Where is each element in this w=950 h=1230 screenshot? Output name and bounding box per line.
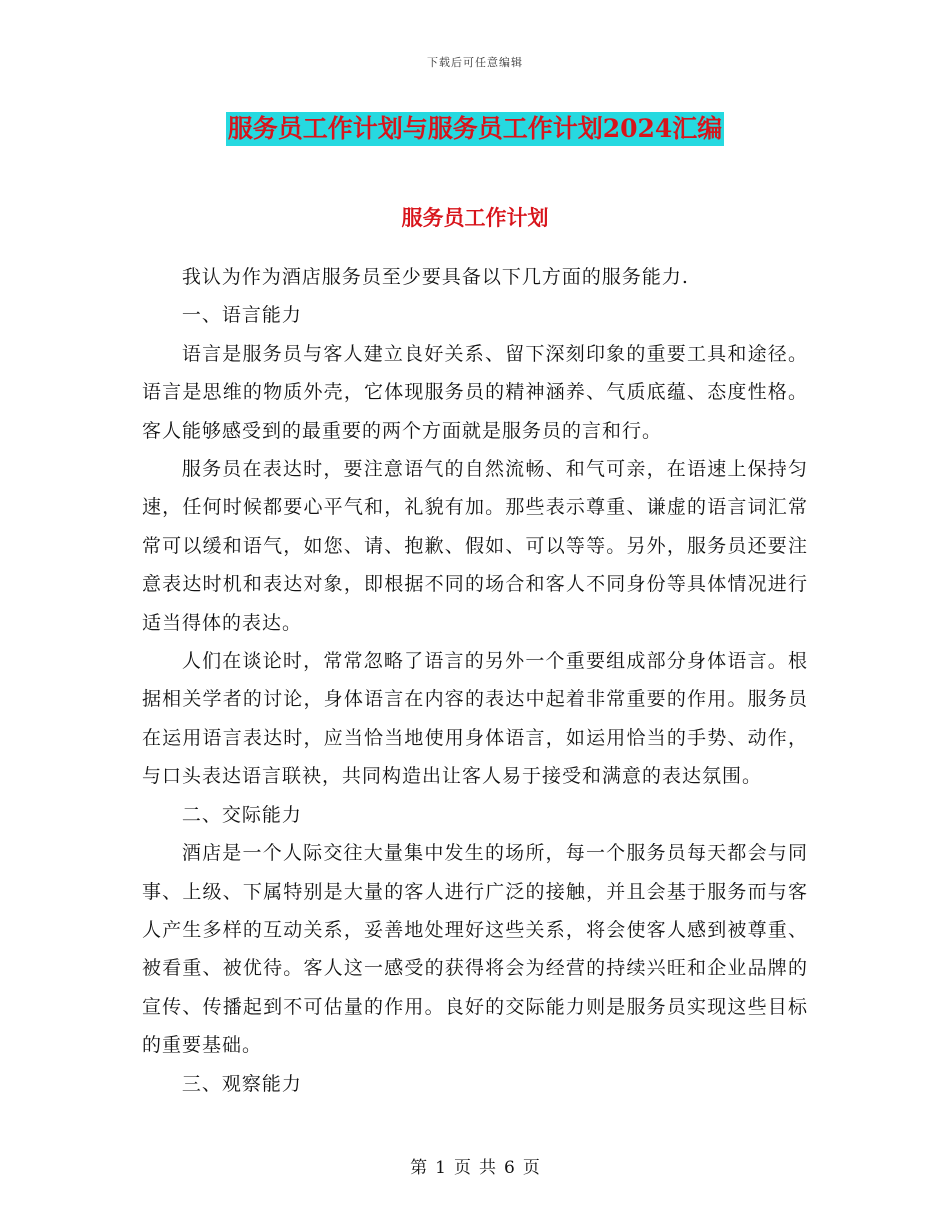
heading-social-ability: 二、交际能力 [181,803,302,826]
footer-current-page: 1 [435,1158,446,1178]
document-title-text: 服务员工作计划与服务员工作计划2024汇编 [226,112,725,146]
document-title [0,112,950,146]
paragraph: 酒店是一个人际交往大量集中发生的场所，每一个服务员每天都会与同事、上级、下属特别是大量的客人进行广泛的接触，并且会基于服务而与客人产生多样的互动关系，妥善地处理好这些关系，将会使客人感到被尊重、被看重、被优待。客人这一感受的获得将会为经营的持续兴旺和企业品牌的宣传、传播起到不可估量的作用。良好的交际能力则是服务员实现这些目标的重要基础。 [142,842,808,1057]
document-body [142,220,808,1103]
footer-page-unit: 页 [454,1158,471,1178]
footer-total-label: 共 [479,1158,496,1178]
heading-observation-ability: 三、观察能力 [181,1072,302,1095]
paragraph-intro: 我认为作为酒店服务员至少要具备以下几方面的服务能力. [181,266,689,288]
footer-page-label: 第 [410,1158,428,1178]
footer-total-unit: 页 [522,1158,540,1178]
paragraph: 服务员在表达时，要注意语气的自然流畅、和气可亲，在语速上保持匀速，任何时候都要心平气和，礼貌有加。那些表示尊重、谦虚的语言词汇常常可以缓和语气，如您、请、抱歉、假如、可以等等。另外，服务员还要注意表达时机和表达对象，即根据不同的场合和客人不同身份等具体情况进行适当得体的表达。 [142,458,808,634]
paragraph: 语言是服务员与客人建立良好关系、留下深刻印象的重要工具和途径。语言是思维的物质外壳，它体现服务员的精神涵养、气质底蕴、态度性格。客人能够感受到的最重要的两个方面就是服务员的言和行。 [142,342,808,442]
paragraph: 人们在谈论时，常常忽略了语言的另外一个重要组成部分身体语言。根据相关学者的讨论，身体语言在内容的表达中起着非常重要的作用。服务员在运用语言表达时，应当恰当地使用身体语言，如运用恰当的手势、动作，与口头表达语言联袂，共同构造出让客人易于接受和满意的表达氛围。 [142,650,808,788]
page-footer [0,1153,950,1178]
section-title: 服务员工作计划 [401,205,549,230]
heading-language-ability: 一、语言能力 [181,304,302,327]
page-header-note: 下载后可任意编辑 [427,56,523,69]
footer-total-pages: 6 [504,1158,515,1178]
